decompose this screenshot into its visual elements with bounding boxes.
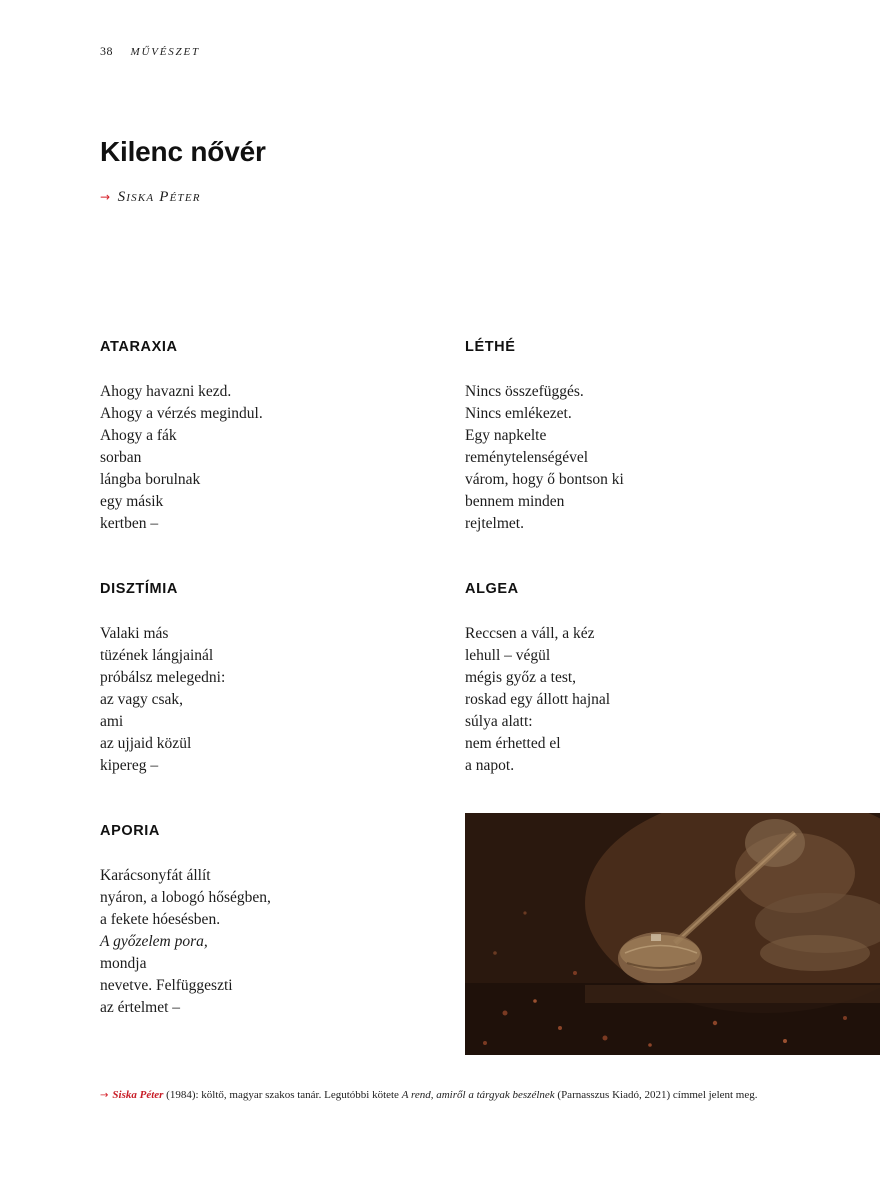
poem-line: várom, hogy ő bontson ki [465,471,624,488]
poem-algea [465,579,805,777]
poem-line: mondja [100,955,147,972]
poem-disztimia [100,579,440,777]
poem-line: Reccsen a váll, a kéz [465,625,595,642]
poem-line: a fekete hóesésben. [100,911,221,928]
poem-line: lángba borulnak [100,471,201,488]
poem-line: Egy napkelte [465,427,547,444]
poem-line: az vagy csak, [100,691,184,708]
poem-line: Nincs emlékezet. [465,405,572,422]
poem-body [100,623,440,777]
author-footnote [100,1089,758,1101]
painting-illustration [465,813,880,1055]
poem-title: APORIA [100,823,160,839]
poem-title: ALGEA [465,581,519,597]
running-head [100,44,200,59]
poem-line: nevetve. Felfüggeszti [100,977,233,994]
poem-line: rejtelmet. [465,515,524,532]
footnote-text: (Parnasszus Kiadó, 2021) címmel jelent meg. [554,1089,758,1101]
poem-body [465,381,805,535]
poem-line: az értelmet – [100,999,181,1016]
poem-line: reménytelenségével [465,449,589,466]
footnote-text: (1984): költő, magyar szakos tanár. Legutóbbi kötete [163,1089,402,1101]
poem-line: sorban [100,449,142,466]
poem-line: kertben – [100,515,159,532]
poem-line: az ujjaid közül [100,735,192,752]
poem-body [100,865,440,1019]
poem-line: próbálsz melegedni: [100,669,226,686]
poem-line: Ahogy a vérzés megindul. [100,405,263,422]
poem-aporia [100,821,440,1019]
poem-line: egy másik [100,493,164,510]
poem-line: Ahogy a fák [100,427,177,444]
poem-title: LÉTHÉ [465,339,516,355]
poem-line: nyáron, a lobogó hőségben, [100,889,271,906]
poem-line: ami [100,713,124,730]
article-title: Kilenc nővér [100,136,266,167]
poem-line: Valaki más [100,625,169,642]
poem-body [100,381,440,535]
byline [100,189,201,206]
footnote-book-title: A rend, amiről a tárgyak beszélnek [401,1089,555,1101]
poem-line: súlya alatt: [465,713,533,730]
poem-body [465,623,805,777]
poem-line: bennem minden [465,493,565,510]
poem-lethe [465,337,805,535]
poem-title: DISZTÍMIA [100,581,178,597]
author-name: Siska Péter [117,189,201,205]
poem-line: Nincs összefüggés. [465,383,584,400]
poem-line: mégis győz a test, [465,669,577,686]
arrow-icon: → [100,190,111,204]
poem-ataraxia [100,337,440,535]
poem-title: ATARAXIA [100,339,178,355]
footnote-author: Siska Péter [112,1089,164,1101]
arrow-icon: → [100,1090,109,1101]
poem-line: a napot. [465,757,515,774]
poem-line: tüzének lángjainál [100,647,214,664]
poem-line: roskad egy állott hajnal [465,691,611,708]
poem-line: Ahogy havazni kezd. [100,383,232,400]
poem-line: Karácsonyfát állít [100,867,211,884]
poem-line: lehull – végül [465,647,551,664]
section-name: MŰVÉSZET [130,46,200,58]
poem-line: nem érhetted el [465,735,561,752]
page-number: 38 [100,44,113,58]
painting-image [465,813,880,1055]
poem-line: kipereg – [100,757,159,774]
poem-line-italic: A győzelem pora, [100,933,208,950]
